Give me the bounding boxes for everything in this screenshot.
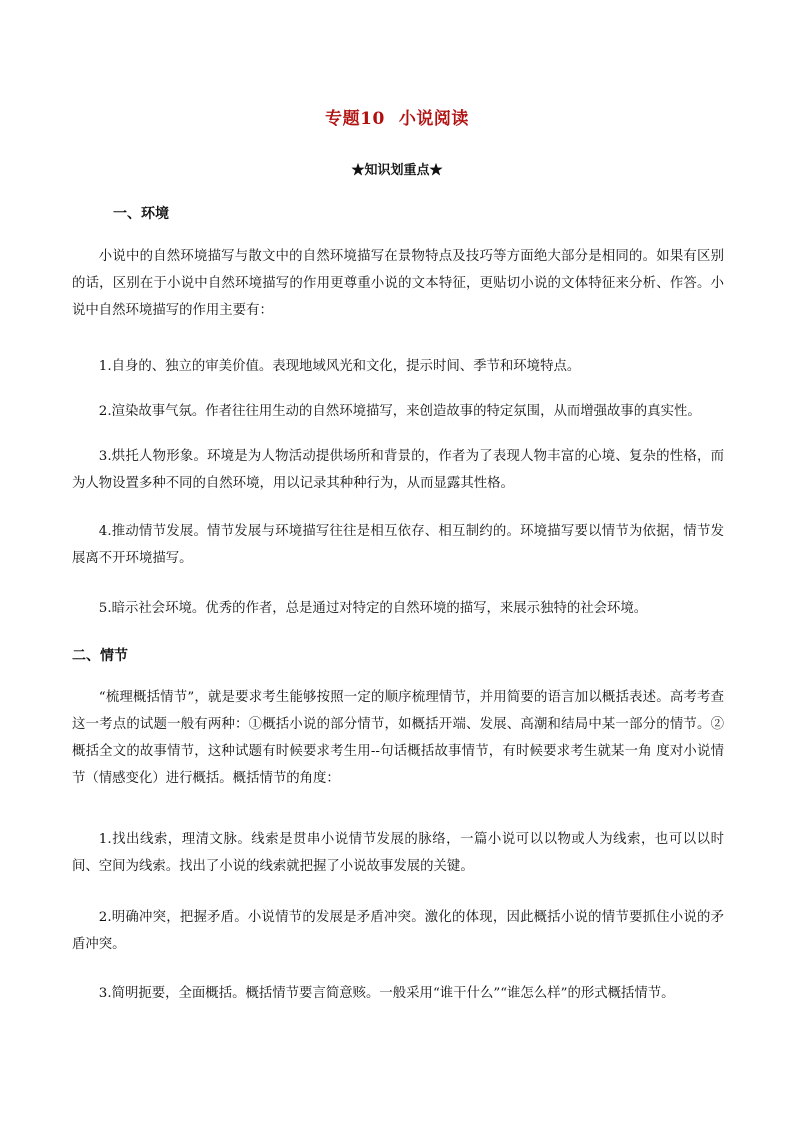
page-subtitle: ★知识划重点★ [351,163,443,178]
list-item: 5.暗示社会环境。优秀的作者，总是通过对特定的自然环境的描写，来展示独特的社会环境。 [98,601,648,616]
title-main: 小说阅读 [398,109,469,129]
list-item: 2.渲染故事气氛。作者往往用生动的自然环境描写，来创造故事的特定氛围，从而增强故事的真实性。 [98,404,701,419]
paragraph: 小说中的自然环境描写与散文中的自然环境描写在景物特点及技巧等方面绝大部分是相同的。如果有区别的话，区别在于小说中自然环境描写的作用更尊重小说的文本特征，更贴切小说的文体特征来分析、作答。小说中自然环境描写的作用主要有： [72,249,724,318]
list-item: 2.明确冲突，把握矛盾。小说情节的发展是矛盾冲突。激化的体现，因此概括小说的情节要抓住小说的矛盾冲突。 [72,910,724,952]
list-item: 4.推动情节发展。情节发展与环境描写往往是相互依存、相互制约的。环境描写要以情节为依据，情节发展离不开环境描写。 [72,524,724,566]
section-heading-environment: 一、环境 [113,206,169,222]
title-prefix: 专题10 [325,109,385,129]
paragraph: “梳理概括情节”，就是要求考生能够按照一定的顺序梳理情节，并用简要的语言加以概括表述。高考考查这一考点的试题一般有两种：①概括小说的部分情节，如概括开端、发展、高潮和结局中某一部分的情节。②概括全文的故事情节，这种试题有时候要求考生用--句话概括故事情节，有时候要求考生就某一角 度对小说情节（情感变化）进行概括。概括情节的角度： [72,690,724,786]
list-item: 1.找出线索，理清文脉。线索是贯串小说情节发展的脉络，一篇小说可以以物或人为线索，也可以以时间、空间为线索。找出了小说的线索就把握了小说故事发展的关键。 [72,832,724,874]
section-heading-plot: 二、情节 [72,648,128,664]
list-item: 3.简明扼要，全面概括。概括情节要言简意赅。一般采用“谁干什么”“谁怎么样”的形式概括情节。 [98,986,675,1001]
page-title [0,104,794,129]
list-item: 3.烘托人物形象。环境是为人物活动提供场所和背景的，作者为了表现人物丰富的心境、复杂的性格，而为人物设置多种不同的自然环境，用以记录其种种行为，从而显露其性格。 [72,449,724,491]
list-item: 1.自身的、独立的审美价值。表现地域风光和文化，提示时间、季节和环境特点。 [98,359,581,374]
